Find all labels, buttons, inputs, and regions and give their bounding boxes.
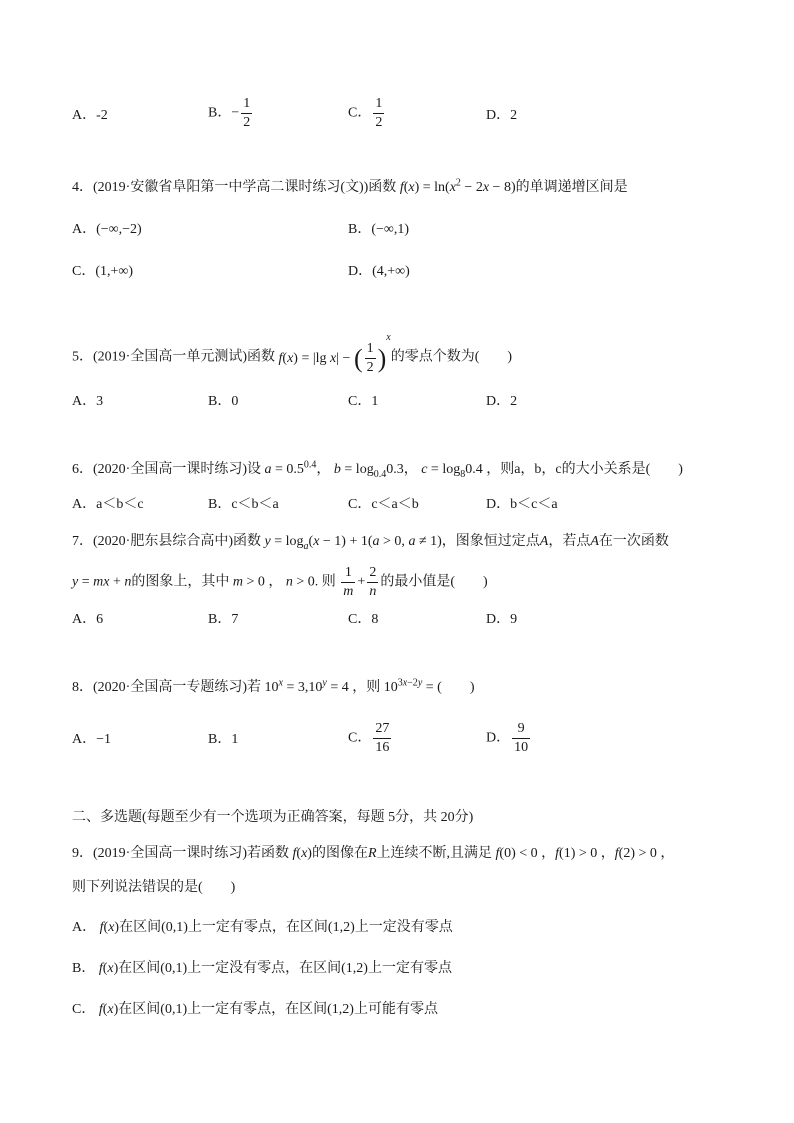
q8-option-c	[348, 720, 393, 757]
option-value: c＜b＜a	[231, 497, 279, 512]
q9-stem-line1	[72, 844, 674, 864]
q7-option-b	[208, 610, 238, 630]
option-label: D．	[486, 394, 511, 409]
q9-mid2: 上连续不断,且满足	[376, 846, 493, 861]
q6-option-a	[72, 495, 144, 515]
option-label: D．	[486, 108, 511, 123]
fraction	[512, 720, 530, 757]
option-text: 上一定有零点，在区间	[187, 920, 328, 935]
option-value: 2	[510, 108, 518, 123]
q7-mid3: 在一次函数	[598, 534, 669, 549]
q5-stem	[72, 332, 513, 377]
q3-option-c	[348, 95, 386, 132]
option-value: 8	[371, 612, 379, 627]
q9-conditions: f(0) < 0 ，f(1) > 0 ，f(2) > 0 ，	[495, 846, 675, 861]
q3-option-d	[486, 106, 517, 126]
q6-prefix: 6．(2020·全国高一课时练习)设	[72, 462, 261, 477]
option-label: C．	[348, 730, 372, 746]
point-a: A	[539, 534, 549, 549]
option-label: A．	[72, 222, 97, 237]
option-value: -2	[96, 108, 108, 123]
q8-option-b	[208, 730, 238, 750]
q4-stem	[72, 178, 628, 198]
option-label: C．	[72, 264, 96, 279]
q7-mid: ，图象恒过定点	[441, 534, 540, 549]
q6-option-d	[486, 495, 558, 515]
q8-suffix: ( )	[437, 680, 475, 695]
q4-option-d	[348, 262, 410, 282]
set-r: R	[367, 846, 377, 861]
q4-option-a	[72, 220, 142, 240]
q6-formula: $a = 0.5^{0.4}$， $b = \log_{0.4}0.3$， $c = \log_80.4$	[264, 459, 487, 480]
q5-option-a	[72, 392, 103, 412]
point-a: A	[590, 534, 599, 549]
q6-option-b	[208, 495, 279, 515]
q4-option-b	[348, 220, 409, 240]
option-value: 9	[510, 612, 518, 627]
q7-line2-mid: 的图象上，其中	[131, 574, 230, 590]
fraction-2-n: $\frac{2}{n}$	[369, 565, 377, 599]
option-value: (−∞,1)	[371, 222, 410, 237]
option-label: B．	[208, 394, 232, 409]
fx: f(x)	[292, 846, 312, 861]
q8-stem	[72, 678, 475, 698]
option-value: b＜c＜a	[510, 497, 558, 512]
q7-line2-end: 的最小值是( )	[380, 574, 488, 590]
numerator: 9	[517, 721, 525, 736]
option-value: (1,+∞)	[95, 264, 134, 279]
option-value: c＜a＜b	[371, 497, 419, 512]
denominator: 10	[514, 740, 529, 755]
q5-prefix: 5．(2019·全国高一单元测试)函数	[72, 349, 275, 365]
q3-option-b	[208, 95, 254, 132]
option-text: 上一定有零点，在区间	[187, 1002, 328, 1017]
interval-0-1: (0,1)	[160, 1002, 188, 1017]
option-label: C．	[348, 105, 372, 121]
option-label: B．	[208, 612, 232, 627]
option-label: B．	[208, 497, 232, 512]
q7-stem-line2: y = mx + n的图象上，其中 m > 0 ， n > 0. 则 $\frac{1}{m}$ + $\frac{2}{n}$ 的最小值是( )	[72, 565, 488, 599]
q9-stem-line2: 则下列说法错误的是( )	[72, 880, 236, 895]
q5-option-b	[208, 392, 238, 412]
q7-option-a	[72, 610, 103, 630]
q9-option-c	[72, 1000, 438, 1020]
option-label: C．	[348, 497, 372, 512]
q7-mid2: ，若点	[548, 534, 591, 549]
q9-mid: 的图像在	[311, 846, 368, 861]
interval-1-2: (1,2)	[341, 961, 368, 976]
option-value: (−∞,−2)	[96, 222, 142, 237]
option-text: 在区间	[119, 920, 162, 935]
option-value: (4,+∞)	[372, 264, 410, 279]
option-value: −1	[96, 732, 112, 747]
interval-1-2: (1,2)	[327, 1002, 354, 1017]
q7-prefix: 7．(2020·肥东县综合高中)函数	[72, 534, 261, 549]
fx: f(x)	[98, 1002, 119, 1017]
numerator: 1	[243, 96, 251, 111]
interval-0-1: (0,1)	[161, 920, 188, 935]
option-label: C．	[348, 612, 372, 627]
option-label: B．	[208, 105, 232, 121]
q9-option-a	[72, 918, 453, 938]
option-value: 3	[96, 394, 104, 409]
option-text: 上一定没有零点，在区间	[187, 961, 342, 976]
option-label: B．	[72, 961, 96, 976]
fraction-1-m: $\frac{1}{m}$	[343, 565, 354, 599]
option-text: 上一定有零点	[367, 961, 452, 976]
option-label: D．	[486, 730, 511, 746]
q4-formula: $f(x) = \ln(x^2 - 2x - 8)$	[399, 177, 516, 195]
q8-option-a	[72, 730, 111, 750]
option-label: A．	[72, 732, 97, 747]
option-value: 7	[231, 612, 239, 627]
q8-option-d	[486, 720, 532, 757]
option-sign: −	[231, 105, 240, 121]
q4-option-c	[72, 262, 133, 282]
fraction	[373, 95, 384, 132]
denominator: 2	[243, 115, 251, 130]
numerator: 1	[375, 96, 383, 111]
q5-option-c	[348, 392, 378, 412]
q7-stem-line1	[72, 532, 669, 552]
interval-0-1: (0,1)	[160, 961, 188, 976]
q5-option-d	[486, 392, 517, 412]
q7-option-c	[348, 610, 378, 630]
q5-suffix: 的零点个数为( )	[390, 349, 513, 365]
option-label: C．	[348, 394, 372, 409]
option-label: B．	[348, 222, 372, 237]
denominator: 16	[375, 740, 390, 755]
option-value: 2	[510, 394, 518, 409]
option-text: 在区间	[118, 961, 161, 976]
denominator: 2	[375, 115, 383, 130]
option-value: 1	[231, 732, 239, 747]
q7-formula: $y = \log_a(x - 1) + 1(a > 0$, a ≠ 1)	[264, 534, 442, 552]
fraction	[373, 720, 391, 757]
q4-prefix: 4．(2019·安徽省阜阳第一中学高二课时练习(文))函数	[72, 180, 397, 195]
option-label: A．	[72, 612, 97, 627]
section-heading: 二、多选题(每题至少有一个选项为正确答案，每题 5分，共 20分)	[72, 810, 474, 825]
option-value: 6	[96, 612, 104, 627]
q8-formula: $10^x = 3,10^y = 4$ ，则 $10^{3x-2y}$ =	[264, 677, 438, 695]
option-text: 在区间	[118, 1002, 161, 1017]
q7-option-d	[486, 610, 517, 630]
option-value: a＜b＜c	[96, 497, 144, 512]
interval-1-2: (1,2)	[327, 920, 355, 935]
option-label: D．	[486, 497, 511, 512]
q9-option-b	[72, 959, 452, 979]
q9-prefix: 9．(2019·全国高一课时练习)若函数	[72, 846, 289, 861]
q6-suffix: ，则a，b，c的大小关系是( )	[486, 462, 683, 477]
q3-option-a	[72, 106, 108, 126]
option-label: D．	[486, 612, 511, 627]
option-text: 上一定没有零点	[354, 920, 453, 935]
option-label: A．	[72, 394, 97, 409]
q4-suffix: 的单调递增区间是	[515, 180, 628, 195]
q6-stem	[72, 460, 683, 480]
linear-function: y = mx + n	[72, 574, 132, 590]
q7-conditions: m > 0 ， n > 0. 则	[232, 574, 340, 590]
q5-formula: f(x) = |lg x| − ( $\frac{1}{2}$ )$^x$	[278, 332, 391, 376]
fx: f(x)	[98, 961, 119, 976]
option-text: 上可能有零点	[353, 1002, 438, 1017]
option-label: A．	[72, 108, 97, 123]
option-label: D．	[348, 264, 373, 279]
option-label: B．	[208, 732, 232, 747]
q6-option-c	[348, 495, 419, 515]
fraction	[241, 95, 252, 132]
option-label: A．	[72, 497, 97, 512]
numerator: 27	[375, 721, 390, 736]
option-label: C．	[72, 1002, 96, 1017]
fx: f(x)	[99, 920, 120, 935]
option-value: 1	[371, 394, 379, 409]
q8-prefix: 8．(2020·全国高一专题练习)若	[72, 680, 261, 695]
option-label: A．	[72, 920, 97, 935]
option-value: 0	[231, 394, 239, 409]
